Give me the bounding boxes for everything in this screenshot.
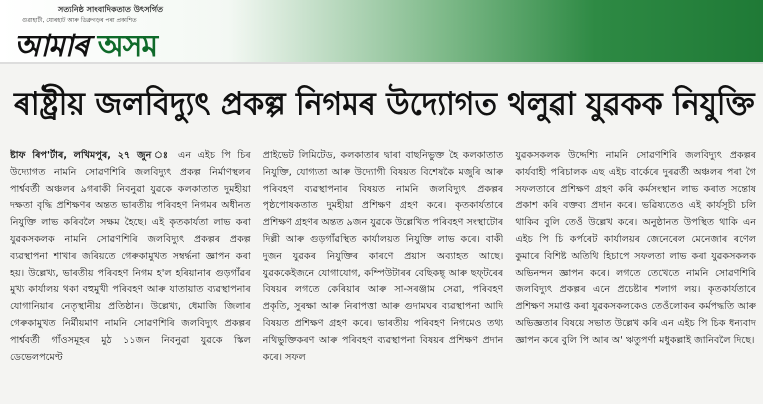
column-3-text: যুৱকসকলক উদ্দেশ্যি নামনি সোৱণশিৰি জলবিদ্যুৎ প্ৰকল্পৰ কাৰ্যবাহী পৰিচালক এছ এইচ বাৰ্কেৰে দুৰৱৰ্তী অঞ্চলৰ পৰা গৈ সফলতাৰে প্ৰশিক্ষণ গ্ৰহণ কৰি কৰ্মসংস্থান লাভ কৰাত সন্তোষ প্ৰকাশ কৰি বক্তব্য প্ৰদান কৰে। ভৱিষ্যতেও এই কাৰ্যসূচী চলি থাকিব বুলি তেওঁ উল্লেখ কৰে। অনুষ্ঠানত উপস্থিত থাকি এন এইচ পি চি কৰ্পৰেট কাৰ্যালয়ৰ জেনেৰেল মেনেজাৰ ৰণেল কুমাৰে বিশিষ্ট অতিথি হিচাপে সফলতা লাভ কৰা যুৱকসকলক অভিনন্দন জ্ঞাপন কৰে। লগতে তেখেতে নামনি সোৱণশিৰি জলবিদ্যুৎ প্ৰকল্পৰ এনে প্ৰচেষ্টাৰ শলাগ লয়। কৃতকাৰ্যতাৰে প্ৰশিক্ষণ সমাপ্ত কৰা যুৱকসকলকেও তেওঁলোকৰ কৰ্মপদ্ধতি আৰু অভিজ্ঞতাৰ বিষয়ে সভাত উল্লেখ কৰি এন এইচ পি চিক ধন্যবাদ জ্ঞাপন কৰে বুলি পি আৰ অ' ঋতুপৰ্ণা মধুকল্লাই জানিবলৈ দিছে। (515, 150, 757, 346)
newspaper-logo (14, 22, 157, 62)
article-column-1 (10, 148, 251, 398)
column-2-text: প্ৰাইভেট লিমিটেড, কলকাতাৰ দ্বাৰা বাছনিভুক্ত হৈ কলকাতাত নিযুক্তি, যোগ্যতা আৰু উদ্যোগী বিষয়ত বিশেষকৈ মজুৰি আৰু পৰিবহণ ব্যৱস্থাপনাৰ বিষয়ত নামনি জলবিদ্যুৎ প্ৰকল্পৰ পৃষ্ঠপোষকতাত দুমহীয়া প্ৰশিক্ষণ গ্ৰহণ কৰে। কৃতকাৰ্যতাৰে প্ৰশিক্ষণ গ্ৰহণৰ অন্তত ৯জন যুৱকে উল্লেখিত পৰিবহণ সংস্থাটোৰ দিল্লী আৰু গুড়গাঁৱস্থিত কাৰ্যালয়ত নিযুক্তি লাভ কৰে। বাকী দুজন যুৱকৰ নিযুক্তিৰ কাৰণে প্ৰয়াস অব্যাহত আছে। যুৱককেইজনে যোগাযোগ, কম্পিউটাৰৰ বেছিকছ্ আৰু ছফ্‌টৰেৰ বিষয়ৰ লগতে কেৰিয়াৰ আৰু সা-সৰঞ্জাম সেৱা, পৰিবহণ প্ৰকৃতি, সুৰক্ষা আৰু নিৰাপত্তা আৰু গুদামঘৰ ব্যৱস্থাপনা আদি বিষয়ত প্ৰশিক্ষণ গ্ৰহণ কৰে। ভাৰতীয় পৰিবহণ নিগমেও তথ্য নথিভুক্তিকৰণ আৰু পৰিবহণ ব্যৱস্থাপনা বিষয়ৰ প্ৰশিক্ষণ প্ৰদান কৰে। সফল (262, 150, 504, 363)
logo-word-amar: আমাৰ (14, 29, 98, 62)
article-body (10, 148, 756, 398)
column-1-text: এন এইচ পি চিৰ উদ্যোগত নামনি সোৱণশিৰি জলবিদ্যুৎ প্ৰকল্প নিৰ্মাণস্থলৰ পাৰ্শ্ববৰ্তী অঞ্চলৰ ৯গৰাকী নিবনুৱা যুৱকে কলকাতাত দুমহীয়া দক্ষতা বৃদ্ধি প্ৰশিক্ষণৰ অন্তত ভাৰতীয় পৰিবহণ নিগমৰ অধীনত নিযুক্তি লাভ কৰিবলৈ সক্ষম হৈছে। এই কৃতকাৰ্যতা লাভ কৰা যুৱকসকলক নামনি সোৱণশিৰি জলবিদ্যুৎ প্ৰকল্পৰ প্ৰকল্প ব্যৱস্থাপনা শাখাৰ জৰিয়তে গেৰুকামুখত সম্বৰ্দ্ধনা জ্ঞাপন কৰা হয়। উল্লেখ্য, ভাৰতীয় পৰিবহণ নিগম হ'ল হৰিয়ানাৰ গুড়গাঁৱৰ মুখ্য কাৰ্যালয় থকা বহুমুখী পৰিবহণ আৰু যাতায়াত ব্যৱস্থাপনাৰ যোগানিয়াৰ নেতৃস্থানীয় প্ৰতিষ্ঠান। উল্লেখ্য, ধেমাজি জিলাৰ গেৰুকামুখত নিৰ্মীয়মাণ নামনি সোৱণশিৰি জলবিদ্যুৎ প্ৰকল্পৰ পাৰ্শ্ববৰ্তী গাঁওসমূহৰ মুঠ ১১জন নিবনুৱা যুৱকে স্কিল ডেভেলপমেণ্ট (10, 150, 251, 363)
newspaper-masthead (0, 0, 763, 62)
logo-word-asom: অসম (97, 29, 158, 62)
masthead-subtagline: গুৱাহাটী, যোৰহাট আৰু ডিব্ৰুগড়ৰ পৰা প্ৰকাশিত (22, 17, 137, 24)
masthead-tagline: সত্যনিষ্ঠ সাংবাদিকতাত উৎসৰ্গিত (58, 5, 164, 14)
article-byline: ষ্টাফ ৰিপ'ৰ্টাৰ, লখিমপুৰ, ২৭ জুন ঃ (10, 150, 172, 161)
article-column-3 (515, 148, 756, 398)
masthead-divider (0, 62, 763, 64)
article-headline: ৰাষ্ট্ৰীয় জলবিদ্যুৎ প্ৰকল্প নিগমৰ উদ্যোগত থলুৱা যুৱকক নিযুক্তি (14, 86, 755, 123)
article-column-2 (263, 148, 504, 398)
